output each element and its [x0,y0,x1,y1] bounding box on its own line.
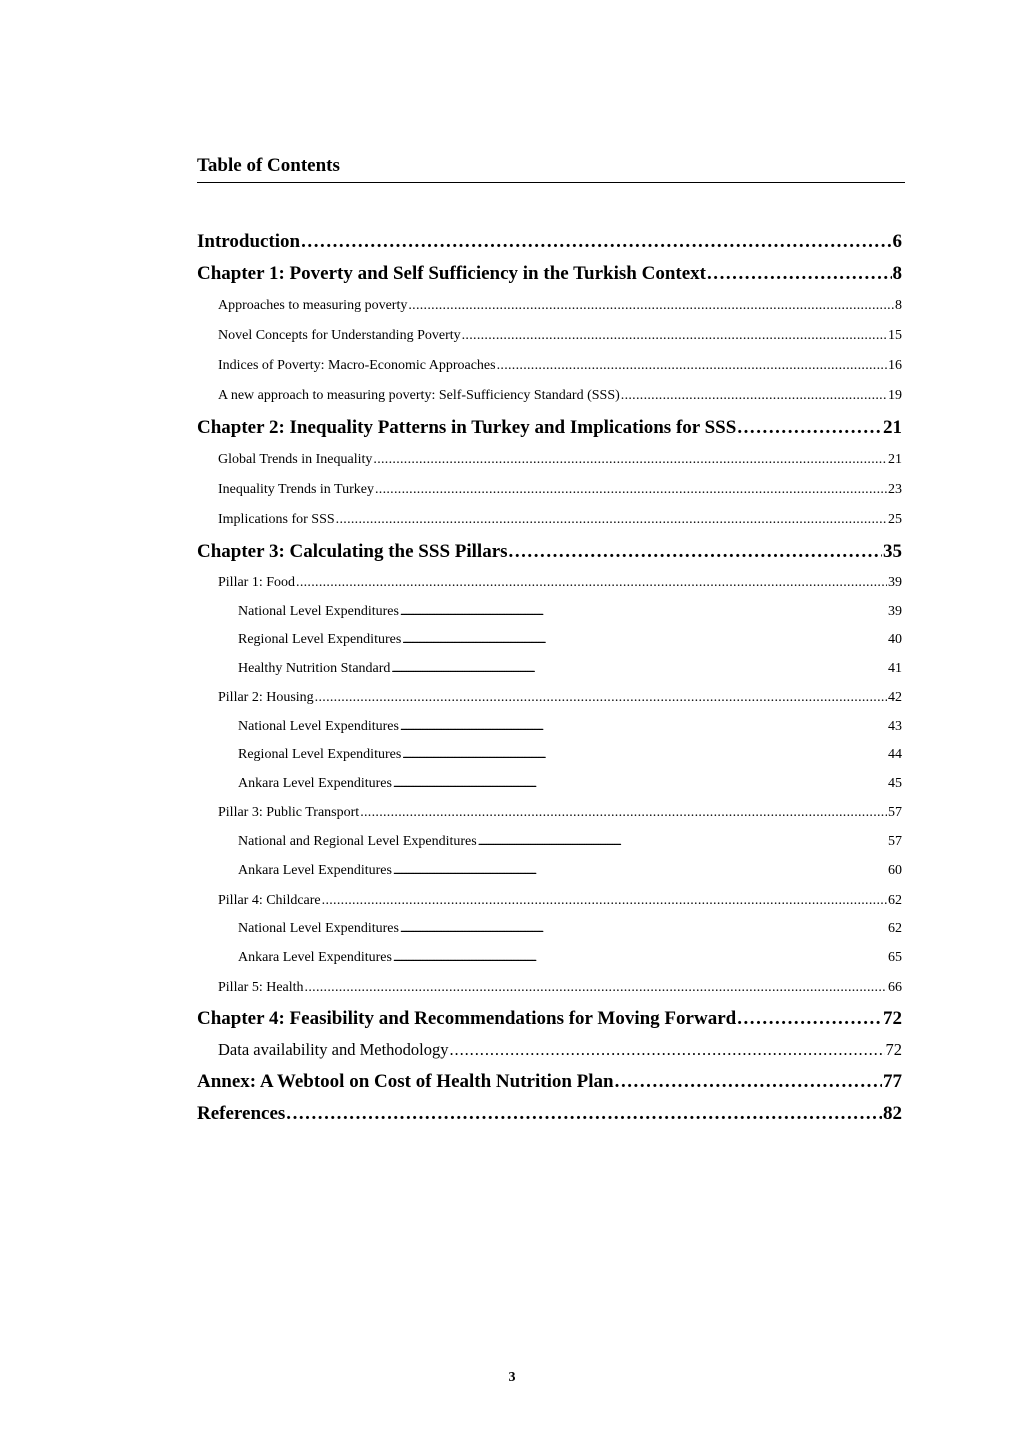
toc-entry-page: 45 [888,776,902,791]
toc-entry-page: 44 [888,747,902,762]
toc-entry-approaches-measuring-poverty[interactable] [218,296,902,316]
toc-entry-transport-national-regional[interactable] [238,832,902,852]
toc-entry-pillar-2-housing[interactable] [218,688,902,708]
toc-entry-label: National Level Expenditures [238,604,399,619]
toc-entry-chapter-1[interactable] [197,261,902,287]
toc-entry-page: 15 [888,328,902,343]
toc-entry-food-national[interactable] [238,602,902,622]
toc-entry-page: 8 [895,298,902,313]
toc-entry-label: Pillar 3: Public Transport [218,805,360,820]
toc-entry-chapter-4[interactable] [197,1006,902,1032]
dot-leader [737,1006,882,1032]
toc-entry-page: 43 [888,719,902,734]
toc-entry-page: 66 [888,980,902,995]
toc-entry-housing-national[interactable] [238,717,902,737]
toc-entry-page: 72 [885,1040,902,1059]
toc-entry-page: 19 [888,388,902,403]
toc-entry-inequality-trends-turkey[interactable] [218,480,902,500]
toc-entry-page: 65 [888,950,902,965]
toc-entry-label: National Level Expenditures [238,921,399,936]
dot-leader [400,919,887,939]
toc-entry-label: Chapter 2: Inequality Patterns in Turkey and Implications for SSS [197,417,737,438]
toc-entry-page: 42 [888,690,902,705]
toc-entry-pillar-1-food[interactable] [218,573,902,593]
toc-entry-page: 62 [888,921,902,936]
toc-entry-page: 8 [892,263,902,284]
toc-entry-label: National and Regional Level Expenditures [238,834,477,849]
toc-entry-housing-ankara[interactable] [238,774,902,794]
dot-leader [393,948,887,968]
toc-entry-label: Ankara Level Expenditures [238,950,392,965]
toc-entry-page: 39 [888,604,902,619]
toc-entry-page: 41 [888,661,902,676]
dot-leader [315,688,887,708]
toc-entry-page: 16 [888,358,902,373]
dot-leader [301,229,891,255]
dot-leader [336,510,887,530]
dot-leader [478,832,887,852]
toc-entry-label: Chapter 1: Poverty and Self Sufficiency in the Turkish Context [197,263,706,284]
toc-entry-label: Inequality Trends in Turkey [218,482,374,497]
toc-entry-page: 60 [888,863,902,878]
dot-leader [402,630,887,650]
toc-entry-healthy-nutrition[interactable] [238,659,902,679]
toc-entry-label: Introduction [197,231,301,252]
toc-entry-label: Chapter 3: Calculating the SSS Pillars [197,541,508,562]
toc-entry-label: Approaches to measuring poverty [218,298,408,313]
toc-entry-label: Implications for SSS [218,512,335,527]
toc-entry-label: Pillar 2: Housing [218,690,314,705]
toc-entry-label: A new approach to measuring poverty: Self-Sufficiency Standard (SSS) [218,388,620,403]
toc-entry-label: Regional Level Expenditures [238,632,402,647]
dot-leader [322,891,887,911]
toc-entry-page: 21 [883,417,902,438]
toc-entry-pillar-3-transport[interactable] [218,803,902,823]
dot-leader [360,803,887,823]
dot-leader [286,1101,882,1127]
dot-leader [400,602,887,622]
toc-entry-chapter-3[interactable] [197,539,902,565]
toc-entry-label: National Level Expenditures [238,719,399,734]
toc-entry-new-approach-sss[interactable] [218,386,902,406]
dot-leader [737,415,882,441]
dot-leader [621,386,887,406]
toc-entry-page: 39 [888,575,902,590]
toc-entry-label: Chapter 4: Feasibility and Recommendations for Moving Forward [197,1008,737,1029]
dot-leader [393,774,887,794]
toc-entry-page: 77 [883,1071,902,1092]
toc-entry-pillar-5-health[interactable] [218,978,902,998]
dot-leader [449,1039,884,1061]
toc-entry-label: Indices of Poverty: Macro-Economic Approaches [218,358,496,373]
dot-leader [615,1069,882,1095]
dot-leader [296,573,887,593]
toc-entry-chapter-2[interactable] [197,415,902,441]
toc-entry-label: Global Trends in Inequality [218,452,373,467]
dot-leader [391,659,887,679]
toc-entry-label: Pillar 5: Health [218,980,304,995]
toc-entry-label: Ankara Level Expenditures [238,863,392,878]
toc-entry-introduction[interactable] [197,229,902,255]
toc-entry-label: Healthy Nutrition Standard [238,661,391,676]
toc-entry-page: 82 [883,1103,902,1124]
toc-entry-page: 25 [888,512,902,527]
dot-leader [509,539,882,565]
dot-leader [393,861,887,881]
toc-entry-label: Ankara Level Expenditures [238,776,392,791]
toc-entry-pillar-4-childcare[interactable] [218,891,902,911]
dot-leader [707,261,892,287]
toc-heading: Table of Contents [197,154,905,183]
toc-entry-transport-ankara[interactable] [238,861,902,881]
dot-leader [375,480,887,500]
toc-entry-page: 40 [888,632,902,647]
dot-leader [408,296,894,316]
page-number: 3 [508,1370,516,1385]
toc-entry-label: References [197,1103,286,1124]
dot-leader [497,356,887,376]
toc-entry-page: 57 [888,805,902,820]
toc-entry-label: Annex: A Webtool on Cost of Health Nutrition Plan [197,1071,614,1092]
toc-entry-label: Data availability and Methodology [218,1040,449,1059]
toc-entry-page: 35 [883,541,902,562]
toc-entry-food-regional[interactable] [238,630,902,650]
toc-entry-housing-regional[interactable] [238,745,902,765]
toc-entry-references[interactable] [197,1101,902,1127]
toc-entry-label: Regional Level Expenditures [238,747,402,762]
toc-entry-novel-concepts[interactable] [218,326,902,346]
toc-entry-page: 23 [888,482,902,497]
toc-entry-annex[interactable] [197,1069,902,1095]
toc-entry-implications-sss[interactable] [218,510,902,530]
toc-entry-indices-of-poverty[interactable] [218,356,902,376]
dot-leader [400,717,887,737]
toc-entry-label: Pillar 1: Food [218,575,296,590]
toc-entry-page: 6 [892,231,902,252]
toc-entry-label: Novel Concepts for Understanding Poverty [218,328,461,343]
toc-entry-page: 72 [883,1008,902,1029]
toc-entry-page: 62 [888,893,902,908]
dot-leader [402,745,887,765]
toc-entry-global-trends-inequality[interactable] [218,450,902,470]
toc-entry-label: Pillar 4: Childcare [218,893,321,908]
dot-leader [305,978,887,998]
toc-entry-page: 57 [888,834,902,849]
toc-entry-childcare-national[interactable] [238,919,902,939]
dot-leader [373,450,887,470]
toc-entry-childcare-ankara[interactable] [238,948,902,968]
toc-entry-data-availability[interactable] [218,1039,902,1061]
toc-entry-page: 21 [888,452,902,467]
dot-leader [462,326,887,346]
